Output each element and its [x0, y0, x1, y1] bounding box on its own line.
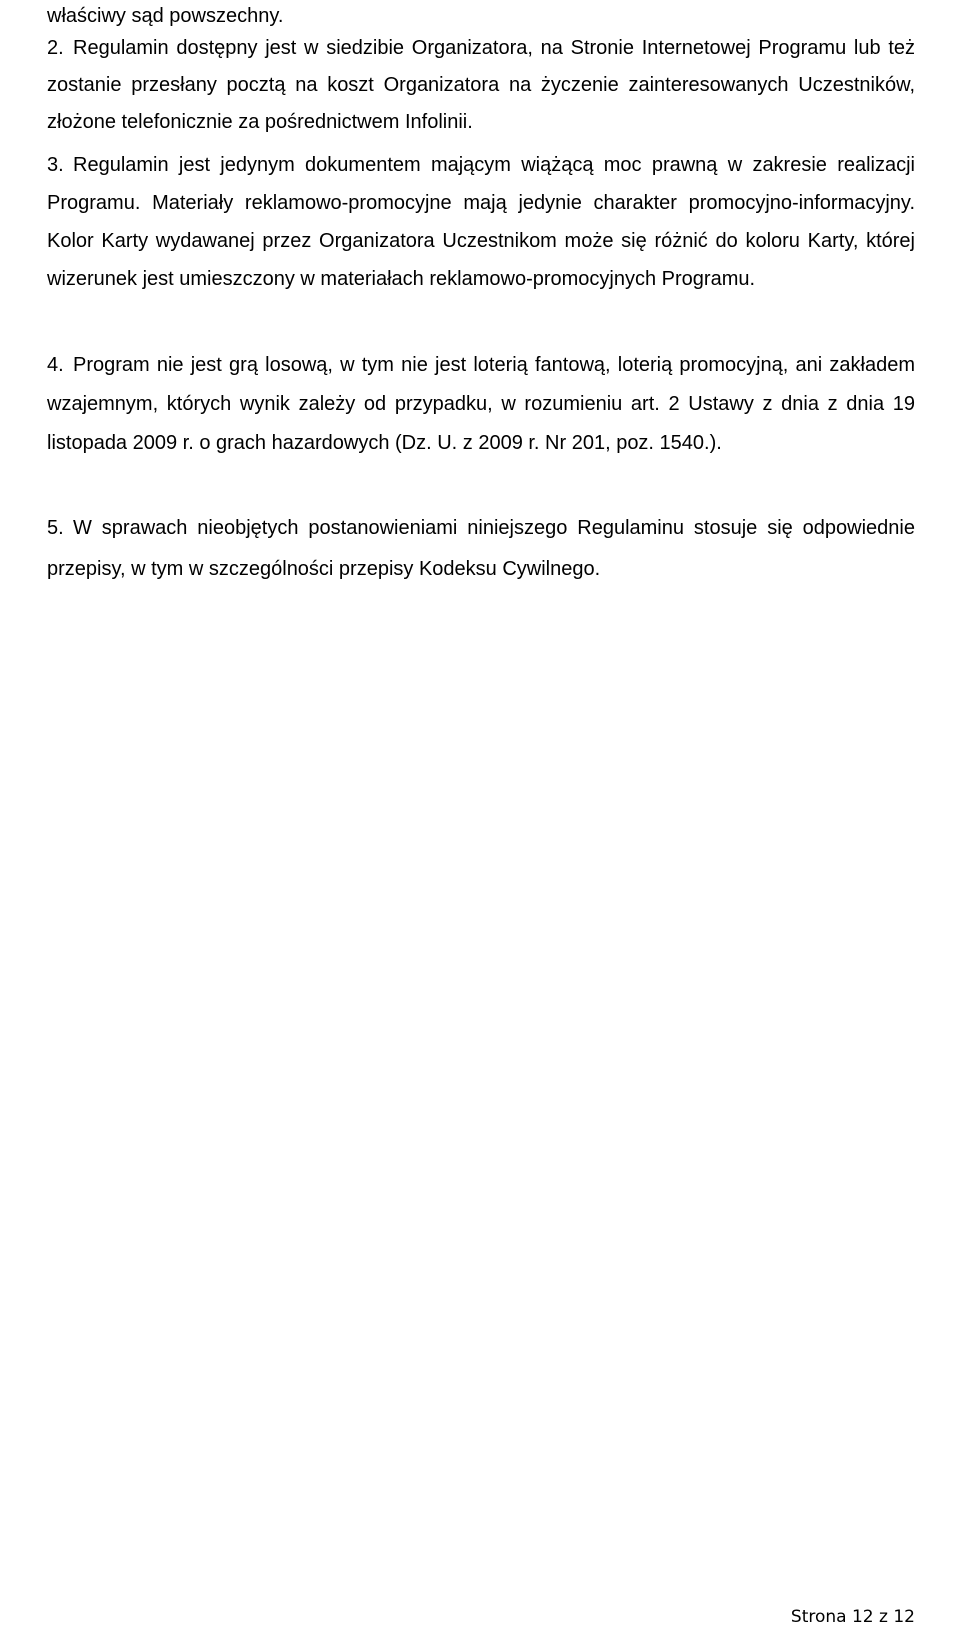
clause-text: Program nie jest grą losową, w tym nie jest loterią fantową, loterią promocyjną, ani zakładem wzajemnym, których wynik zależy od przypadku, w rozumieniu art. 2 Ustawy z dnia z dnia 19 listopada 2009 r. o grach hazardowych (Dz. U. z 2009 r. Nr 201, poz. 1540.).	[47, 354, 915, 454]
clause-number: 5.	[47, 517, 64, 539]
clause-number: 2.	[47, 37, 64, 59]
carry-over-line: właściwy sąd powszechny.	[47, 5, 284, 27]
clause-text: Regulamin dostępny jest w siedzibie Organizatora, na Stronie Internetowej Programu lub też zostanie przesłany pocztą na koszt Organizatora na życzenie zainteresowanych Uczestników, złożone telefonicznie za pośrednictwem Infolinii.	[47, 37, 915, 133]
clause-text: W sprawach nieobjętych postanowieniami niniejszego Regulaminu stosuje się odpowiednie przepisy, w tym w szczególności przepisy Kodeksu Cywilnego.	[47, 517, 915, 580]
document-body	[47, 0, 915, 580]
clause-number: 4.	[47, 354, 64, 376]
clause-4	[47, 346, 915, 463]
clause-number: 3.	[47, 154, 64, 176]
clause-text: Regulamin jest jedynym dokumentem mającym wiążącą moc prawną w zakresie realizacji Programu. Materiały reklamowo-promocyjne mają jedynie charakter promocyjno-informacyjny. Kolor Karty wydawanej przez Organizatora Uczestnikom może się różnić do koloru Karty, której wizerunek jest umieszczony w materiałach reklamowo-promocyjnych Programu.	[47, 154, 915, 290]
page-number-footer: Strona 12 z 12	[790, 1607, 915, 1627]
clause-2	[47, 30, 915, 141]
clause-3	[47, 146, 915, 298]
clause-5	[47, 508, 915, 590]
